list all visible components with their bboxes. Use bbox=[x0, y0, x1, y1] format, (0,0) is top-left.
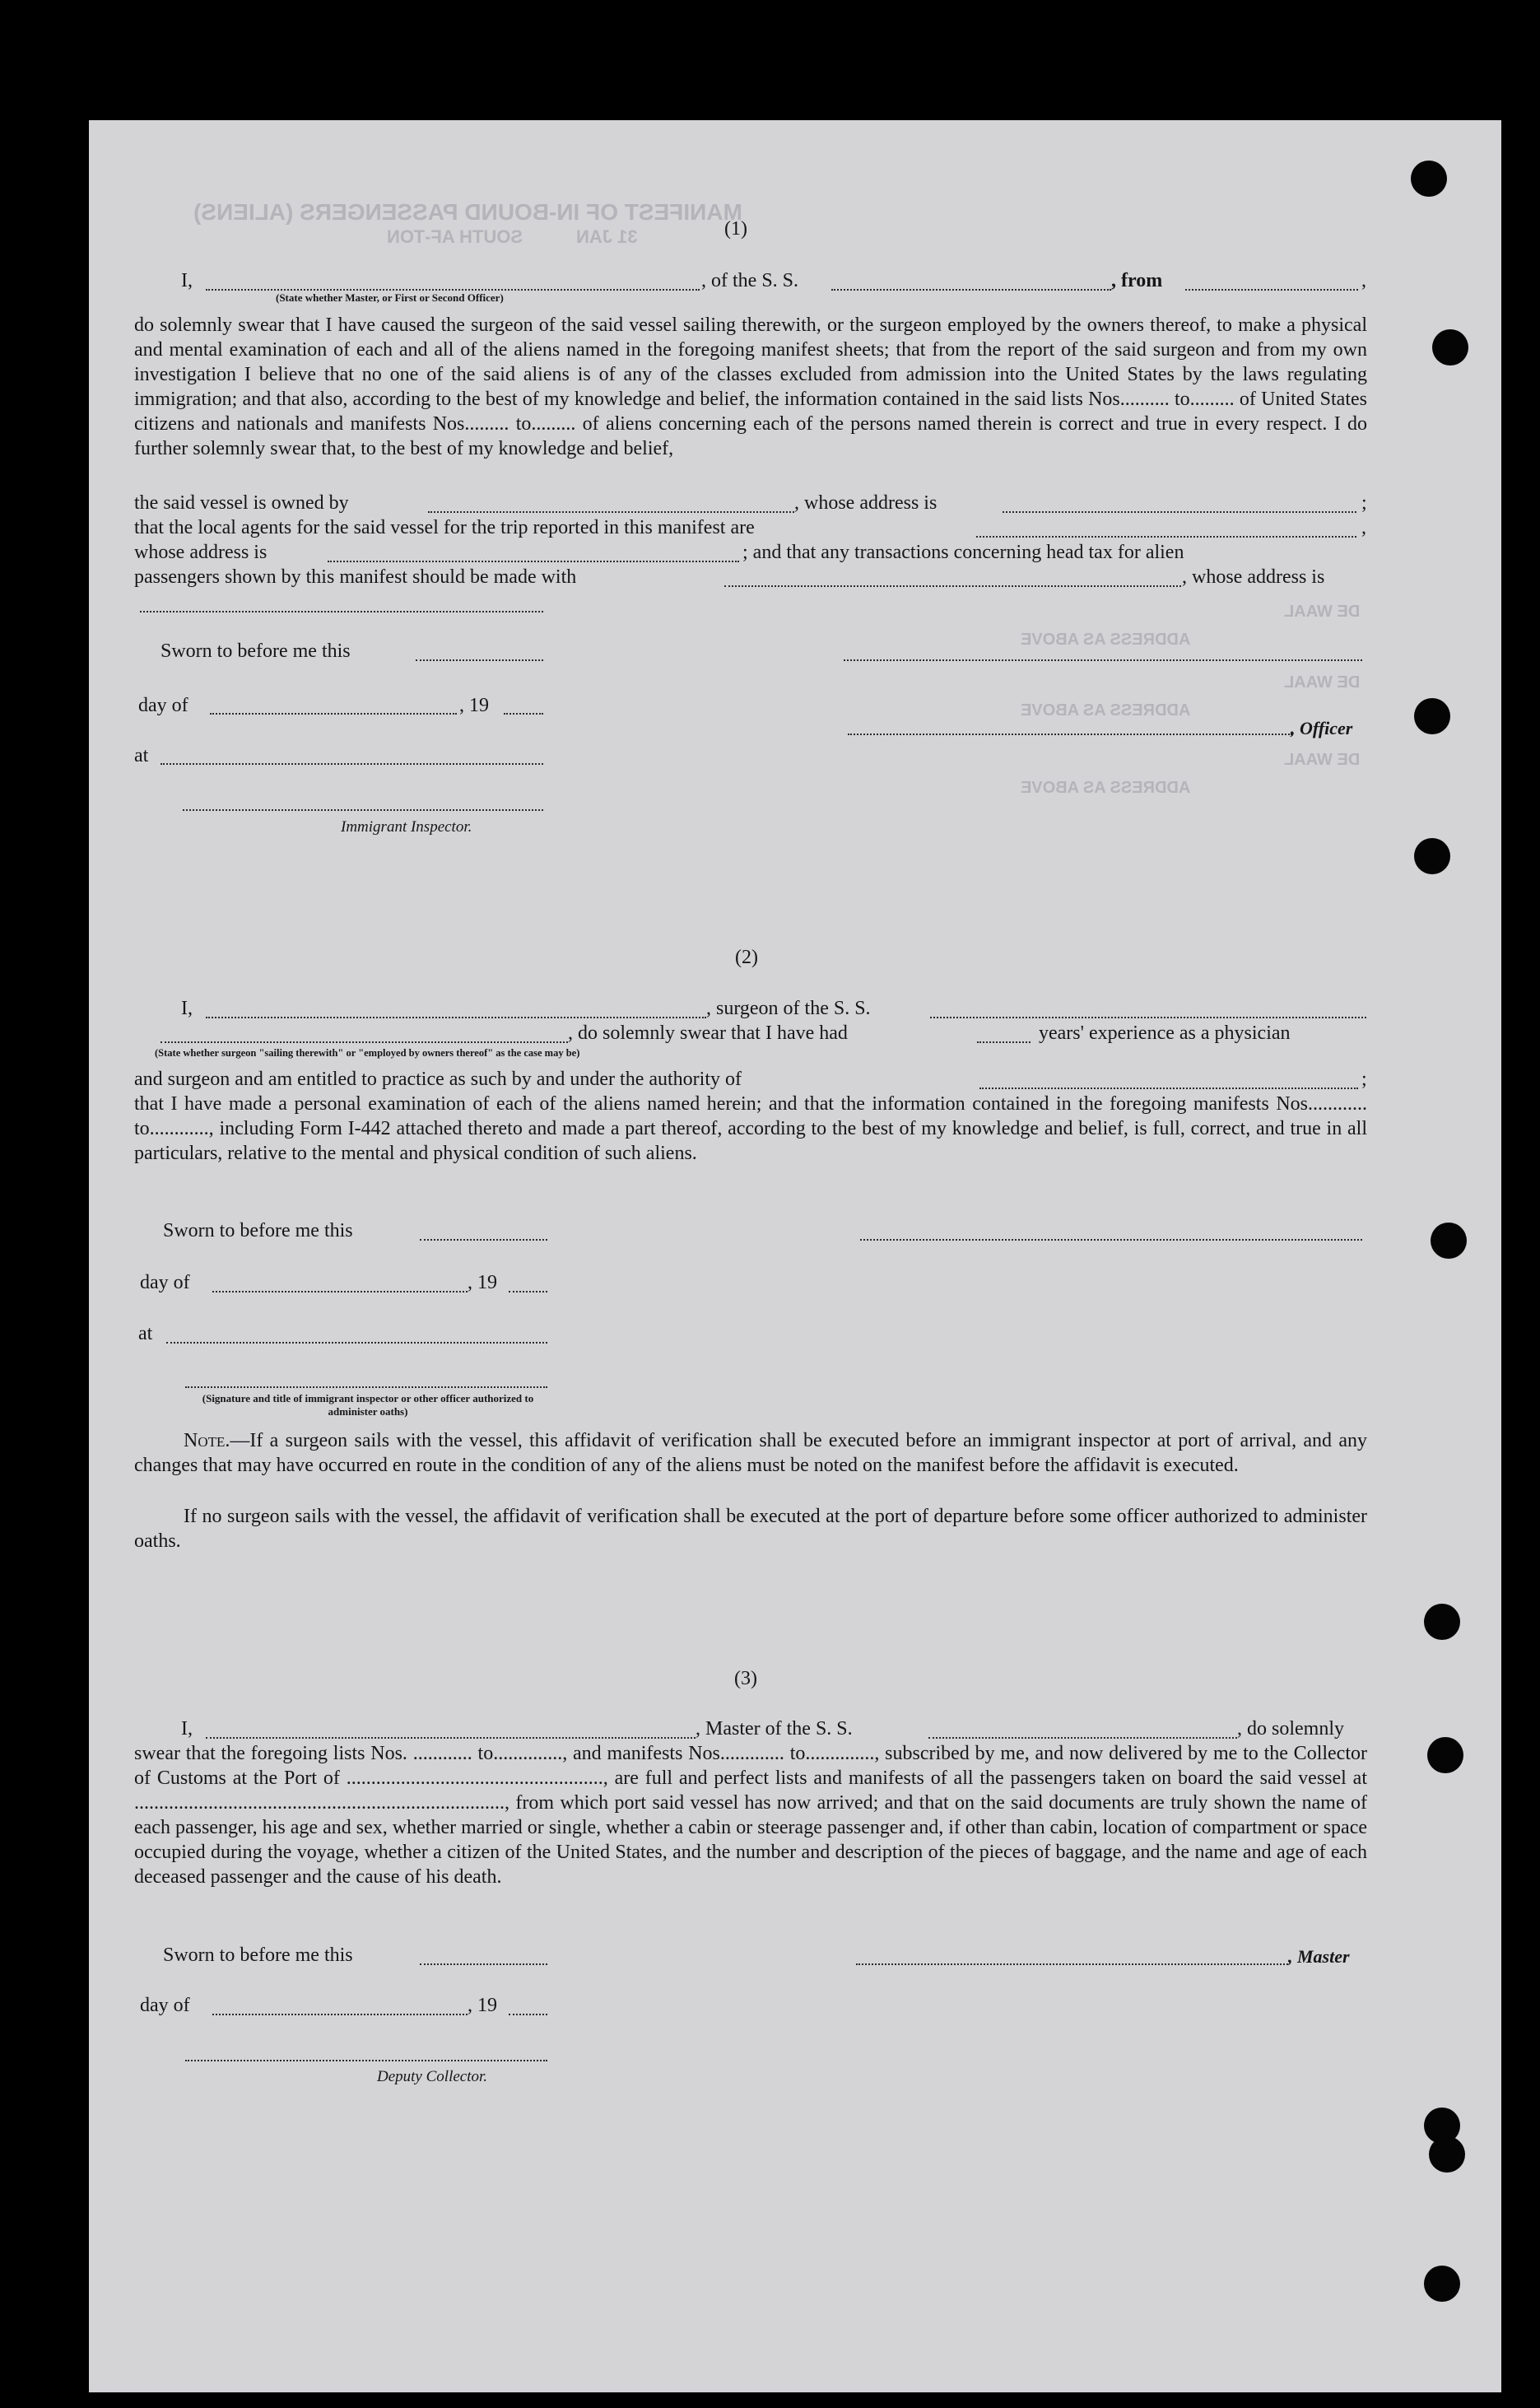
sec2-vessel-blank bbox=[930, 1017, 1366, 1018]
bleed-through-row: ADDRESS AS ABOVE bbox=[1021, 779, 1191, 797]
punch-hole bbox=[1431, 1223, 1467, 1259]
punch-hole bbox=[1424, 1604, 1460, 1640]
sec1-agents-blank bbox=[976, 536, 1356, 538]
sec1-address-blank bbox=[140, 611, 543, 612]
sec2-year-blank bbox=[509, 1291, 547, 1292]
sec2-years-blank bbox=[977, 1041, 1031, 1043]
sec2-year: , 19 bbox=[468, 1272, 497, 1293]
note-label: Note. bbox=[184, 1430, 230, 1451]
sec1-year-blank bbox=[504, 713, 543, 715]
sec1-owner-blank bbox=[428, 511, 794, 513]
sec1-inspector-line bbox=[183, 809, 543, 811]
punch-hole bbox=[1424, 2266, 1460, 2302]
sec1-officer-blank bbox=[206, 289, 700, 291]
section-3-number: (3) bbox=[734, 1668, 757, 1689]
sec2-caption: (State whether surgeon "sailing therewith" or "employed by owners thereof" as the case may be) bbox=[155, 1047, 580, 1059]
sec1-officer-signature bbox=[844, 659, 1362, 661]
sec3-vessel-blank bbox=[928, 1737, 1237, 1739]
sec1-headtax: ; and that any transactions concerning head tax for alien bbox=[742, 542, 1184, 563]
sec1-owned: the said vessel is owned by bbox=[134, 492, 349, 514]
sec2-note2: If no surgeon sails with the vessel, the affidavit of verification shall be executed at the port of departure before some officer authorized to administer oaths. bbox=[134, 1506, 1367, 1552]
sec2-authority: and surgeon and am entitled to practice as such by and under the authority of bbox=[134, 1069, 742, 1090]
punch-hole bbox=[1411, 161, 1447, 197]
sec1-semicolon: ; bbox=[1361, 492, 1367, 514]
sec3-day-blank bbox=[212, 2014, 468, 2015]
bleed-through-port: SOUTH AF-TON bbox=[387, 226, 523, 247]
sec1-year: , 19 bbox=[459, 695, 489, 716]
sec1-headtax-blank bbox=[724, 585, 1181, 587]
sec3-year-blank bbox=[509, 2014, 547, 2015]
sec2-day: day of bbox=[140, 1272, 190, 1293]
section-2-number: (2) bbox=[735, 947, 758, 968]
sec2-day-blank bbox=[212, 1291, 468, 1292]
sec1-day-blank bbox=[210, 713, 457, 715]
note-text: —If a surgeon sails with the vessel, this affidavit of verification shall be executed before an immigrant inspector at port of arrival, and any changes that may have occurred en route in the condition of any of the aliens must be noted on the manifest before the affidavit is executed. bbox=[134, 1430, 1367, 1476]
sec2-status-blank bbox=[161, 1041, 568, 1043]
punch-hole bbox=[1414, 698, 1450, 734]
bleed-through-row: DE WAAL bbox=[1284, 673, 1361, 692]
sec1-agents: that the local agents for the said vessel for the trip reported in this manifest are bbox=[134, 517, 755, 538]
sec1-owner-address-blank bbox=[1003, 511, 1356, 513]
sec3-collector: Deputy Collector. bbox=[377, 2068, 488, 2085]
bleed-through-row: DE WAAL bbox=[1284, 603, 1361, 621]
sec1-at: at bbox=[134, 745, 149, 766]
punch-hole bbox=[1432, 329, 1468, 366]
sec3-master: , Master of the S. S. bbox=[696, 1718, 853, 1740]
sec1-owned-address: , whose address is bbox=[794, 492, 937, 514]
sec1-passengers: passengers shown by this manifest should be made with bbox=[134, 566, 577, 588]
bleed-through-row: DE WAAL bbox=[1284, 751, 1361, 769]
sec2-semicolon: ; bbox=[1361, 1069, 1367, 1090]
sec1-inspector: Immigrant Inspector. bbox=[341, 818, 472, 836]
sec3-sworn: Sworn to before me this bbox=[163, 1945, 353, 1966]
sec3-day: day of bbox=[140, 1995, 190, 2016]
sec2-i: I, bbox=[181, 998, 193, 1019]
sec1-of-ss: , of the S. S. bbox=[701, 270, 799, 291]
punch-hole bbox=[1429, 2136, 1465, 2173]
sec2-at: at bbox=[138, 1323, 153, 1344]
punch-hole bbox=[1414, 838, 1450, 874]
sec2-years: years' experience as a physician bbox=[1039, 1022, 1291, 1044]
punch-hole bbox=[1427, 1737, 1463, 1773]
sec1-sworn: Sworn to before me this bbox=[161, 640, 351, 662]
bleed-through-row: ADDRESS AS ABOVE bbox=[1021, 701, 1191, 720]
sec1-whose: whose address is bbox=[134, 542, 268, 563]
sec1-day: day of bbox=[138, 695, 188, 716]
sec3-body: swear that the foregoing lists Nos. ............ to.............., and manifests Nos............. to.............., subscribed by me, and now delivered by me to the Collector of Customs at the Port of ...................................................., are full and perfect lists and manifests of all the passengers taken on board the said vessel at ..........................................................................., from which port said vessel has now arrived; and that on the said documents are truly shown the name of each passenger, his age and sex, whether married or single, whether a cabin or steerage passenger and, if other than cabin, location of compartment or space occupied during the voyage, whether a citizen of the United States, and the number and description of the pieces of baggage, and the name and age of each deceased passenger and the cause of his death. bbox=[134, 1743, 1367, 1888]
sec1-from: , from bbox=[1111, 270, 1163, 291]
sec2-sig-caption: (Signature and title of immigrant inspector or other officer authorized to administer oaths) bbox=[202, 1392, 534, 1418]
bleed-through-row: ADDRESS AS ABOVE bbox=[1021, 631, 1191, 649]
sec3-name-blank bbox=[206, 1737, 696, 1739]
sec3-i: I, bbox=[181, 1718, 193, 1740]
sec3-solemnly: , do solemnly bbox=[1237, 1718, 1344, 1740]
sec3-master-label: , Master bbox=[1288, 1946, 1350, 1967]
sec3-master-signature bbox=[856, 1963, 1288, 1965]
sec2-sworn-blank bbox=[420, 1239, 547, 1241]
sec1-at-blank bbox=[161, 763, 543, 765]
sec2-surgeon-signature bbox=[860, 1239, 1362, 1241]
sec1-passengers-address: , whose address is bbox=[1182, 566, 1325, 588]
bleed-through-date: 31 JAN bbox=[576, 226, 638, 247]
sec3-sworn-blank bbox=[420, 1963, 547, 1965]
sec1-agents-comma: , bbox=[1361, 517, 1366, 538]
sec2-authority-blank bbox=[979, 1088, 1358, 1089]
sec3-collector-line bbox=[185, 2060, 547, 2061]
section-1-number: (1) bbox=[724, 218, 747, 240]
sec2-name-blank bbox=[206, 1017, 706, 1018]
sec2-surgeon: , surgeon of the S. S. bbox=[706, 998, 871, 1019]
sec1-officer: , Officer bbox=[1291, 718, 1353, 738]
sec1-vessel-blank bbox=[831, 289, 1111, 291]
sec1-agents-address-blank bbox=[328, 561, 739, 562]
sec1-body: do solemnly swear that I have caused the surgeon of the said vessel sailing therewith, or the surgeon employed by the owners thereof, to make a physical and mental examination of each and all of the aliens named in the foregoing manifest sheets; that from the report of the said surgeon and from my own investigation I believe that no one of the said aliens is of any of the classes excluded from admission into the United States by the laws regulating immigration; and that also, according to the best of my knowledge and belief, the information contained in the said lists Nos.......... to......... of United States citizens and nationals and manifests Nos......... to......... of aliens concerning each of the persons named therein is correct and true in every respect. I do further solemnly swear that, to the best of my knowledge and belief, bbox=[134, 314, 1367, 459]
sec2-body: that I have made a personal examination of each of the aliens named herein; and that the information contained in the foregoing manifests Nos............ to............, including Form I-442 attached thereto and made a part thereof, according to the best of my knowledge and belief, is full, correct, and true in all particulars, relative to the mental and physical condition of such aliens. bbox=[134, 1093, 1367, 1164]
sec1-i: I, bbox=[181, 270, 193, 291]
sec2-swear: , do solemnly swear that I have had bbox=[568, 1022, 848, 1044]
sec1-sworn-blank bbox=[416, 659, 543, 661]
sec2-sig-line bbox=[185, 1386, 547, 1388]
bleed-through-title: MANIFEST OF IN-BOUND PASSENGERS (ALIENS) bbox=[193, 199, 742, 225]
document-page bbox=[89, 120, 1501, 2392]
sec2-at-blank bbox=[166, 1342, 547, 1344]
sec1-from-blank bbox=[1185, 289, 1358, 291]
sec1-officer-line bbox=[848, 734, 1292, 735]
sec2-sworn: Sworn to before me this bbox=[163, 1220, 353, 1241]
sec2-note bbox=[134, 1428, 1367, 1478]
sec1-comma: , bbox=[1361, 270, 1366, 291]
sec3-year: , 19 bbox=[468, 1995, 497, 2016]
sec1-caption: (State whether Master, or First or Second Officer) bbox=[276, 291, 504, 304]
